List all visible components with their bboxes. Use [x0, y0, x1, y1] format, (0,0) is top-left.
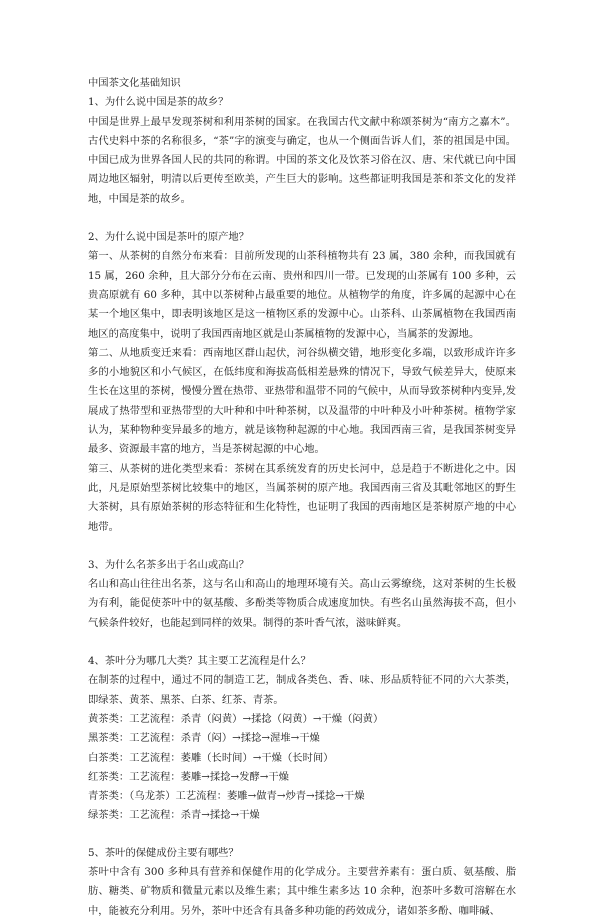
process-line: 绿茶类：工艺流程：杀青→揉捻→干燥: [88, 809, 260, 822]
section-paragraph: 茶叶中含有 300 多种具有营养和保健作用的化学成分。主要营养素有：蛋白质、氨基酸、脂肪、糖类、矿物质和微量元素以及维生素；其中维生素多达 10 余种，泡茶叶多数可溶解在水中，能被充分利用。另外，茶叶中还含有具备多种功能的药效成分，诸如茶多酚、咖啡碱、: [88, 865, 516, 917]
document-page: [88, 74, 516, 921]
section-paragraph: 第一、从茶树的自然分布来看：目前所发现的山茶科植物共有 23 属，380 余种，而我国就有 15 属，260 余种，且大部分分布在云南、贵州和四川一带。已发现的山茶属有 100 多种，云贵高原就有 60 多种，其中以茶树种占最重要的地位。从植物学的角度，许多属的起源中心在某一个地区集中，即表明该地区是这一植物区系的发源中心。山茶科、山茶属植物在我国西南地区的高度集中，说明了我国西南地区就是山茶属植物的发源中心，当属茶的发源地。: [88, 250, 516, 340]
section-question: 1、为什么说中国是茶的故乡？: [88, 96, 229, 109]
section-paragraph: 在制茶的过程中，通过不同的制造工艺，制成各类色、香、味、形品质特征不同的六大茶类，即绿茶、黄茶、黑茶、白茶、红茶、青茶。: [88, 674, 516, 706]
document-title: 中国茶文化基础知识: [88, 77, 181, 89]
section-question: 5、茶叶的保健成份主要有哪些？: [88, 846, 239, 859]
section-question: 3、为什么名茶多出于名山或高山？: [88, 558, 250, 571]
section-2: [88, 228, 516, 537]
section-5: [88, 844, 516, 921]
section-question: 4、茶叶分为哪几大类？其主要工艺流程是什么？: [88, 655, 311, 668]
section-4: [88, 652, 516, 826]
section-1: [88, 93, 516, 209]
process-line: 青茶类：（乌龙茶）工艺流程：萎雕→做青→炒青→揉捻→干燥: [88, 790, 365, 803]
section-question: 2、为什么说中国是茶叶的原产地？: [88, 231, 250, 244]
process-line: 黄茶类：工艺流程：杀青（闷黄）→揉捻（闷黄）→干燥（闷黄）: [88, 712, 384, 725]
section-paragraph: 第三、从茶树的进化类型来看：茶树在其系统发育的历史长河中，总是趋于不断进化之中。因此，凡是原始型茶树比较集中的地区，当属茶树的原产地。我国西南三省及其毗邻地区的野生大茶树，具有原始茶树的形态特征和生化特性，也证明了我国的西南地区是茶树原产地的中心地带。: [88, 462, 516, 533]
section-paragraph: 第二、从地质变迁来看：西南地区群山起伏，河谷纵横交错，地形变化多端，以致形成许许多多的小地貌区和小气候区，在低纬度和海拔高低相差悬殊的情况下，导致气候差异大，使原来生长在这里的茶树，慢慢分置在热带、亚热带和温带不同的气候中，从而导致茶树种内变异,发展成了热带型和亚热带型的大叶种和中叶种茶树，以及温带的中叶种及小叶种茶树。植物学家认为，某种物种变异最多的地方，就是该物种起源的中心地。我国西南三省，是我国茶树变异最多、资源最丰富的地方，当是茶树起源的中心地。: [88, 346, 516, 456]
process-line: 红茶类：工艺流程：萎雕→揉捻→发酵→干燥: [88, 770, 289, 783]
process-line: 白茶类：工艺流程：萎雕（长时间）→干燥（长时间）: [88, 751, 334, 764]
section-paragraph: 名山和高山往往出名茶，这与名山和高山的地理环境有关。高山云雾缭绕，这对茶树的生长极为有利，能促使茶叶中的氨基酸、多酚类等物质合成速度加快。有些名山虽然海拔不高，但小气候条件较好，也能起到同样的效果。制得的茶叶香气浓，滋味鲜爽。: [88, 578, 516, 629]
section-paragraph: 中国是世界上最早发现茶树和利用茶树的国家。在我国古代文献中称颂茶树为“南方之嘉木”。古代史料中茶的名称很多，“茶”字的演变与确定，也从一个侧面告诉人们，茶的祖国是中国。中国已成为世界各国人民的共同的称谓。中国的茶文化及饮茶习俗在汉、唐、宋代就已向中国周边地区辐射，明清以后更传至欧美，产生巨大的影响。这些都证明我国是茶和茶文化的发祥地，中国是茶的故乡。: [88, 115, 516, 205]
section-3: [88, 556, 516, 633]
process-line: 黑茶类：工艺流程：杀青（闷）→揉捻→渥堆→干燥: [88, 732, 320, 745]
